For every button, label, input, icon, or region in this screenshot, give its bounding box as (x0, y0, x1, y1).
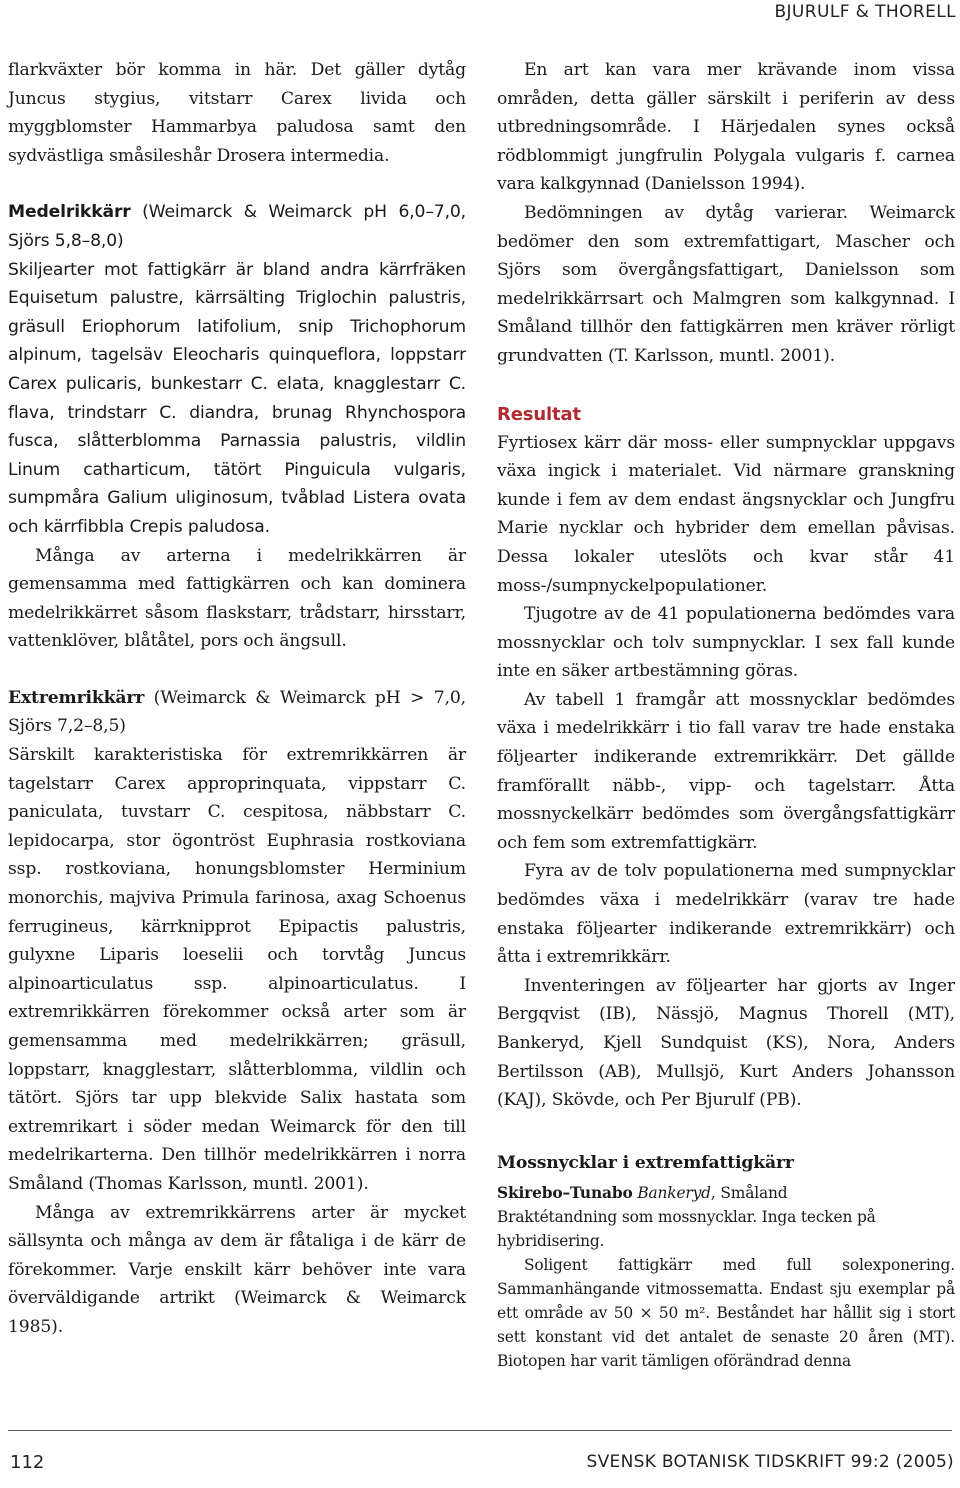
right-column (497, 56, 955, 1373)
mossnycklar-heading: Mossnycklar i extremfattigkärr (497, 1152, 794, 1173)
right-intro-paragraph: En art kan vara mer krävande inom vissa områden, detta gäller särskilt i periferin av dess utbredningsområde. I Härjedalen synes också rödblommigt jungfrulin Polygala vulgaris f. carnea vara kalkgynnad (Danielsson 1994). (497, 60, 955, 195)
running-head: BJURULF & THORELL (774, 2, 956, 22)
extremrikkarr-body: Särskilt karakteristiska för extremrikkärren är tagelstarr Carex approprinquata, vippstarr C. paniculata, tuvstarr C. cespitosa, näbbstarr C. lepidocarpa, stor ögontröst Euphrasia rostkoviana ssp. rostkoviana, honungsblomster Herminium monorchis, majviva Primula farinosa, axag Schoenus ferrugineus, kärrknipprot Epipactis palustris, gulyxne Liparis loeselii och torvtåg Juncus alpinoarticulatus ssp. alpinoarticulatus. I extremrikkärren förekommer också arter som är gemensamma med medelrikkärren; gräsull, loppstarr, knagglestarr, slåtterblomma, vildlin och tätört. Sjörs tar upp blekvide Salix hastata som extremrikart i söder medan Weimarck för den till medelrikarterna. Den tillhör medelrikkärren i norra Småland (Thomas Karlsson, muntl. 2001). (8, 745, 466, 1194)
site-habitat: Soligent fattigkärr med full solexponering. Sammanhängande vitmossematta. Endast sju exemplar på ett område av 50 × 50 m². Beståndet har hållit sig i stort sett konstant vid det antalet de senaste 20 åren (MT). Biotopen har varit tämligen oförändrad denna (497, 1255, 955, 1370)
medelrikkarr-heading-line (8, 198, 466, 255)
intro-paragraph: flarkväxter bör komma in här. Det gäller dytåg Juncus stygius, vitstarr Carex livida och myggblomster Hammarbya paludosa samt den sydvästliga småsileshår Drosera intermedia. (8, 60, 466, 166)
extremrikkarr-heading-line (8, 684, 466, 741)
resultat-paragraph-2: Tjugotre av de 41 populationerna bedömdes vara mossnycklar och tolv sumpnycklar. I sex fall kunde inte en säker artbestämning göras. (497, 604, 955, 682)
resultat-paragraph-4: Fyra av de tolv populationerna med sumpnycklar bedömdes växa i medelrikkärr (varav tre hade enstaka följearter indikerande extremrikkärr) och åtta i extremrikkärr. (497, 861, 955, 968)
resultat-paragraph-5: Inventeringen av följearter har gjorts av Inger Bergqvist (IB), Nässjö, Magnus Thorell (MT), Bankeryd, Kjell Sundquist (KS), Nora, Anders Bertilsson (AB), Mullsjö, Kurt Anders Johansson (KAJ), Skövde, och Per Bjurulf (PB). (497, 975, 955, 1111)
medelrikkarr-heading: Medelrikkärr (8, 202, 131, 223)
extremrikkarr-ph: (Weimarck & Weimarck pH > 7,0, Sjörs 7,2–8,5) (8, 687, 466, 737)
site-description: Braktétandning som mossnycklar. Inga tecken på hybridisering. (497, 1207, 876, 1250)
site-region: , Småland (710, 1183, 788, 1202)
medelrikkarr-ph: (Weimarck & Weimarck pH 6,0–7,0, Sjörs 5,8–8,0) (8, 202, 466, 251)
site-line (497, 1181, 955, 1205)
medelrikkarr-body: Skiljearter mot fattigkärr är bland andra kärrfräken Equisetum palustre, kärrsälting Triglochin palustris, gräsull Eriophorum latifolium, snip Trichophorum alpinum, tagelsäv Eleocharis quinqueflora, loppstarr Carex pulicaris, bunkestarr C. elata, knagglestarr C. flava, trindstarr C. diandra, brunag Rhynchospora fusca, slåtterblomma Parnassia palustris, vildlin Linum catharticum, tätört Pinguicula vulgaris, sumpmåra Galium uliginosum, tvåblad Listera ovata och kärrfibbla Crepis paludosa. (8, 259, 466, 537)
footer-rule (8, 1430, 952, 1431)
extremrikkarr-heading: Extremrikkärr (8, 687, 145, 708)
site-name: Skirebo–Tunabo (497, 1183, 633, 1202)
resultat-paragraph-1: Fyrtiosex kärr där moss- eller sumpnycklar uppgavs växa ingick i materialet. Vid närmare granskning kunde i fem av dem endast ängsnycklar och Jungfru Marie nycklar och hybrider dem emellan påvisas. Dessa lokaler uteslöts och kvar står 41 moss-/sumpnyckelpopulationer. (497, 432, 955, 596)
medelrikkarr-body-2: Många av arterna i medelrikkärren är gemensamma med fattigkärren och kan dominera medelrikkärret såsom flaskstarr, trådstarr, hirsstarr, vattenklöver, blåtåtel, pors och ängsull. (8, 545, 466, 652)
page-number: 112 (10, 1452, 45, 1473)
resultat-paragraph-3: Av tabell 1 framgår att mossnycklar bedömdes växa i medelrikkärr i tio fall varav tre hade enstaka följearter indikerande extremrikkärr. Det gällde framförallt näbb-, vipp- och tagelstarr. Åtta mossnyckelkärr bedömdes som övergångsfattigkärr och fem som extremfattigkärr. (497, 689, 955, 853)
dytag-paragraph: Bedömningen av dytåg varierar. Weimarck bedömer den som extremfattigart, Mascher och Sjörs som övergångsfattigart, Danielsson som medelrikkärrsart och Malmgren som kalkgynnad. I Småland tillhör den fattigkärren men kräver rörligt grundvatten (T. Karlsson, muntl. 2001). (497, 202, 955, 366)
resultat-heading: Resultat (497, 403, 581, 425)
site-place: Bankeryd (637, 1183, 711, 1202)
extremrikkarr-body-2: Många av extremrikkärrens arter är mycket sällsynta och många av dem är fåtaliga i de kärr de förekommer. Varje enskilt kärr behöver inte vara överväldigande artrikt (Weimarck & Weimarck 1985). (8, 1202, 466, 1337)
left-column (8, 56, 466, 1342)
journal-footer: SVENSK BOTANISK TIDSKRIFT 99:2 (2005) (586, 1452, 954, 1472)
